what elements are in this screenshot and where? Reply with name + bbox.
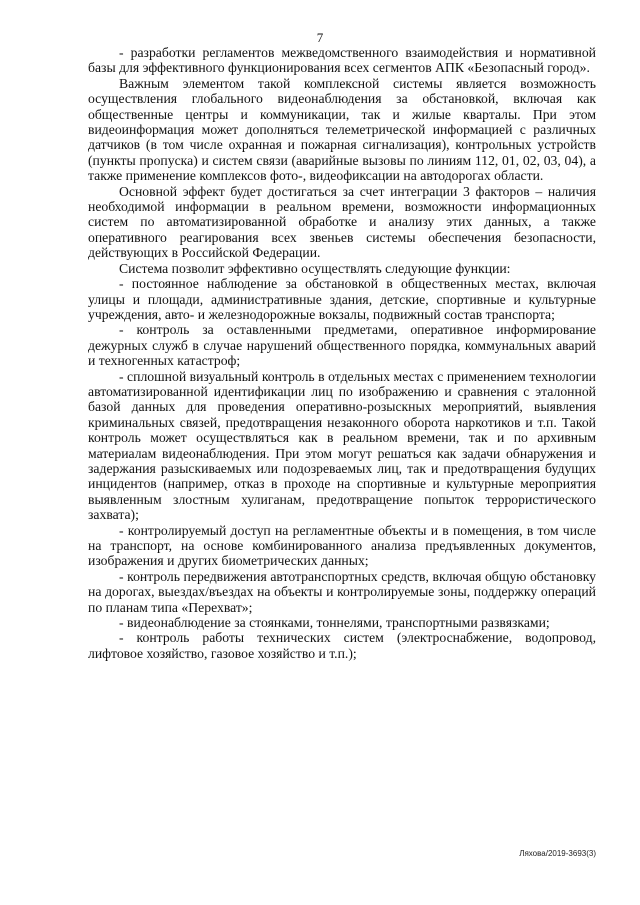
footer-document-code: Ляхова/2019-3693(3)	[519, 849, 596, 858]
paragraph-bullet-face-identification: - сплошной визуальный контроль в отдельных местах с применением технологии автоматизированной идентификации лиц по изображению и сравнения с эталонной базой данных для проведения оперативно-розыскных мероприятий, выявления криминальных связей, предотвращения незаконного оборота наркотиков и т.п. Такой контроль может осуществляться как в реальном времени, так и по архивным материалам видеонаблюдения. При этом могут решаться как задачи обнаружения и задержания разыскиваемых или подозреваемых лиц, так и предотвращения будущих инцидентов (например, отказ в проходе на спортивные и культурные мероприятия выявленным злостным хулиганам, предотвращение попыток террористического захвата);	[88, 368, 596, 523]
paragraph-functions-intro: Система позволит эффективно осуществлять следующие функции:	[119, 260, 511, 276]
paragraph-bullet-technical-systems: - контроль работы технических систем (электроснабжение, водопровод, лифтовое хозяйство, газовое хозяйство и т.п.);	[88, 630, 596, 661]
paragraph-bullet-parking-surveillance: - видеонаблюдение за стоянками, тоннелями, транспортными развязками;	[119, 615, 550, 631]
paragraph-bullet-vehicle-control: - контроль передвижения автотранспортных средств, включая общую обстановку на дорогах, выездах/въездах на объекты и контролируемые зоны, поддержку операций по планам типа «Перехват»;	[88, 568, 596, 615]
page-number: 7	[316, 30, 324, 45]
paragraph-bullet-access-control: - контролируемый доступ на регламентные объекты и в помещения, в том числе на транспорт, на основе комбинированного анализа предъявленных документов, изображения и других биометрических данных;	[88, 522, 596, 569]
paragraph-main-effect: Основной эффект будет достигаться за счет интеграции 3 факторов – наличия необходимой информации в реальном времени, возможности информационных систем по автоматизированной обработке и анализу этих данных, а также оперативного реагирования всех звеньев системы обеспечения безопасности, действующих в Российской Федерации.	[88, 183, 596, 261]
document-body	[88, 45, 596, 661]
paragraph-bullet-regulations: - разработки регламентов межведомственного взаимодействия и нормативной базы для эффективного функционирования всех сегментов АПК «Безопасный город».	[88, 45, 596, 76]
paragraph-global-video-surveillance: Важным элементом такой комплексной системы является возможность осуществления глобального видеонаблюдения за обстановкой, включая как общественные центры и коммуникации, так и жилые кварталы. При этом видеоинформация может дополняться телеметрической информацией с различных датчиков (в том числе охранная и пожарная сигнализация), контрольных устройств (пункты пропуска) и систем связи (аварийные вызовы по линиям 112, 01, 02, 03, 04), а также применение комплексов фото-, видеофиксации на автодорогах области.	[88, 75, 596, 184]
paragraph-bullet-public-monitoring: - постоянное наблюдение за обстановкой в общественных местах, включая улицы и площади, административные здания, детские, спортивные и культурные учреждения, авто- и железнодорожные вокзалы, подвижный состав транспорта;	[88, 276, 596, 322]
paragraph-bullet-abandoned-items: - контроль за оставленными предметами, оперативное информирование дежурных служб в случае нарушений общественного порядка, коммунальных аварий и техногенных катастроф;	[88, 322, 596, 369]
